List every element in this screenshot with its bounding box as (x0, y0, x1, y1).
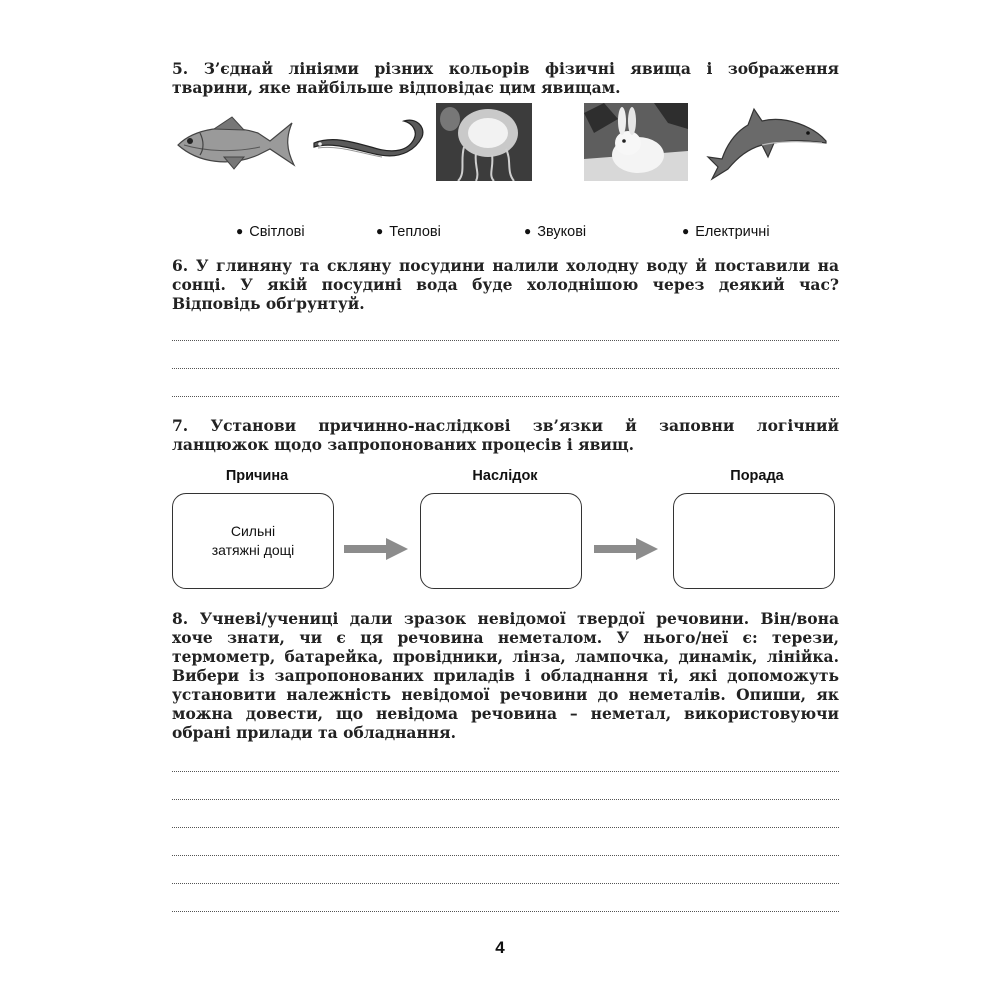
jellyfish-photo-icon (436, 103, 532, 181)
eel-icon (308, 103, 436, 183)
phenomenon-item[interactable]: ● Звукові (524, 224, 587, 240)
answer-line[interactable] (172, 911, 839, 912)
task-6-question: 6. У глиняну та скляну посудини налили холодну воду й поставили на сонці. У якій посудині вода буде холоднішою через деякий час? Відповідь обґрунтуй. (172, 256, 839, 313)
rabbit-photo-icon (584, 103, 688, 181)
fish-icon (174, 103, 296, 183)
task-5-text (172, 59, 839, 97)
animal-images (172, 103, 839, 183)
arrow-right-icon (594, 538, 658, 560)
advice-answer-box[interactable] (673, 493, 835, 589)
task-8-question: 8. Учневі/учениці дали зразок невідомої твердої речовини. Він/вона хоче знати, чи є ця речовина неметалом. У нього/неї є: терези, термометр, батарейка, провідники, лінза, лампочка, динамік, лінійка. Вибери із запропонованих приладів і обладнання ті, які допоможуть установити належність невідомої речовини до неметалів. Опиши, як можна довести, що невідома речовина – неметал, використовуючи обрані прилади та обладнання. (172, 609, 839, 742)
cause-text-line-2: затяжні дощі (211, 542, 295, 558)
task-8-text (172, 609, 839, 742)
answer-line[interactable] (172, 799, 839, 800)
answer-line[interactable] (172, 827, 839, 828)
cause-text-line-1: Сильні (230, 523, 276, 539)
task-7-question: 7. Установи причинно-наслідкові зв’язки й заповни логічний ланцюжок щодо запропонованих процесів і явищ. (172, 416, 839, 454)
bullet-icon: ● (682, 224, 690, 238)
task-5-question: 5. З’єднай лініями різних кольорів фізичні явища і зображення тварини, яке найбільше відповідає цим явищам. (172, 59, 839, 97)
phenomenon-item[interactable]: ● Теплові (376, 224, 441, 240)
bullet-icon: ● (524, 224, 532, 238)
answer-line[interactable] (172, 883, 839, 884)
phenomena-list (172, 224, 839, 244)
consequence-answer-box[interactable] (420, 493, 582, 589)
answer-line[interactable] (172, 855, 839, 856)
column-cause-title: Причина (225, 468, 289, 484)
answer-line[interactable] (172, 368, 839, 369)
task-7-text (172, 416, 839, 454)
answer-line[interactable] (172, 340, 839, 341)
page-number: 4 (495, 938, 505, 957)
arrow-right-icon (344, 538, 408, 560)
bullet-icon: ● (376, 224, 384, 238)
answer-line[interactable] (172, 396, 839, 397)
bullet-icon: ● (236, 224, 244, 238)
column-advice-title: Порада (730, 468, 784, 484)
dolphin-icon (704, 103, 832, 183)
column-consequence-title: Наслідок (472, 468, 538, 484)
phenomenon-item[interactable]: ● Електричні (682, 224, 770, 240)
phenomenon-item[interactable]: ● Світлові (236, 224, 305, 240)
cause-box (172, 493, 334, 589)
answer-line[interactable] (172, 771, 839, 772)
task-6-text (172, 256, 839, 313)
